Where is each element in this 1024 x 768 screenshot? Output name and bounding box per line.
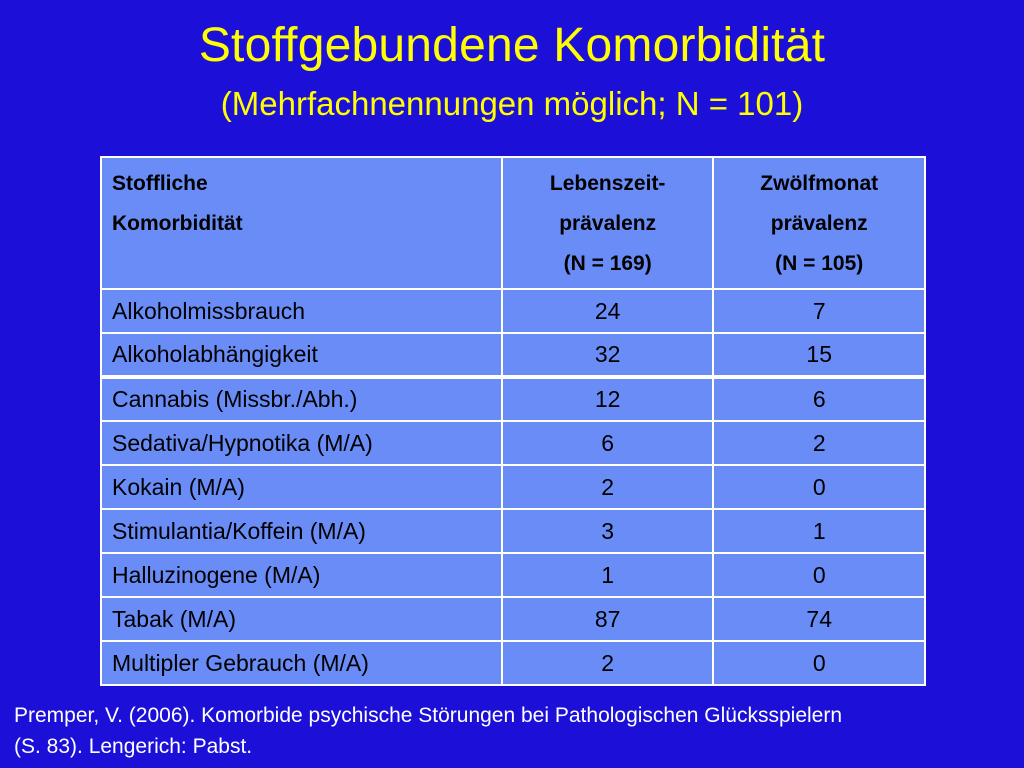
slide-title: Stoffgebundene Komorbidität [198,19,826,72]
row-lifetime: 3 [502,509,714,553]
table-header-row [101,157,925,289]
header-substance-line-1: Stoffliche [112,172,208,195]
header-twelve-month-line-3: (N = 105) [775,252,864,275]
row-twelve-month: 7 [713,289,925,333]
header-lifetime-line-1: Lebenszeit- [549,172,666,195]
row-twelve-month: 6 [713,377,925,421]
table-row [101,421,925,465]
row-substance: Stimulantia/Koffein (M/A) [101,509,502,553]
table-row [101,289,925,333]
row-substance: Sedativa/Hypnotika (M/A) [101,421,502,465]
source-line-1: Premper, V. (2006). Komorbide psychische Störungen bei Pathologischen Glücksspielern [14,704,843,727]
header-lifetime-line-3: (N = 169) [563,252,652,275]
row-lifetime: 6 [502,421,714,465]
row-twelve-month: 74 [713,597,925,641]
row-lifetime: 32 [502,333,714,377]
table-row [101,641,925,685]
row-twelve-month: 2 [713,421,925,465]
header-twelve-month [713,157,925,289]
row-substance: Tabak (M/A) [101,597,502,641]
row-lifetime: 1 [502,553,714,597]
header-twelve-month-line-2: prävalenz [770,212,868,235]
row-lifetime: 24 [502,289,714,333]
source-line-2: (S. 83). Lengerich: Pabst. [14,735,253,758]
row-substance: Kokain (M/A) [101,465,502,509]
row-lifetime: 2 [502,641,714,685]
table-row [101,333,925,377]
row-twelve-month: 0 [713,553,925,597]
header-substance-line-2: Komorbidität [112,212,243,235]
row-lifetime: 2 [502,465,714,509]
row-substance: Alkoholmissbrauch [101,289,502,333]
comorbidity-table [100,156,926,686]
row-lifetime: 87 [502,597,714,641]
header-lifetime [502,157,714,289]
row-twelve-month: 0 [713,465,925,509]
slide-subtitle: (Mehrfachnennungen möglich; N = 101) [220,85,804,122]
header-twelve-month-line-1: Zwölfmonat [760,172,879,195]
row-lifetime: 12 [502,377,714,421]
row-twelve-month: 15 [713,333,925,377]
row-substance: Alkoholabhängigkeit [101,333,502,377]
table-row [101,553,925,597]
table-row [101,465,925,509]
source-citation [14,700,1014,762]
table-row [101,377,925,421]
row-substance: Cannabis (Missbr./Abh.) [101,377,502,421]
row-substance: Multipler Gebrauch (M/A) [101,641,502,685]
header-lifetime-line-2: prävalenz [559,212,657,235]
row-twelve-month: 1 [713,509,925,553]
row-substance: Halluzinogene (M/A) [101,553,502,597]
table-row [101,509,925,553]
header-substance [101,157,502,289]
table-row [101,597,925,641]
row-twelve-month: 0 [713,641,925,685]
